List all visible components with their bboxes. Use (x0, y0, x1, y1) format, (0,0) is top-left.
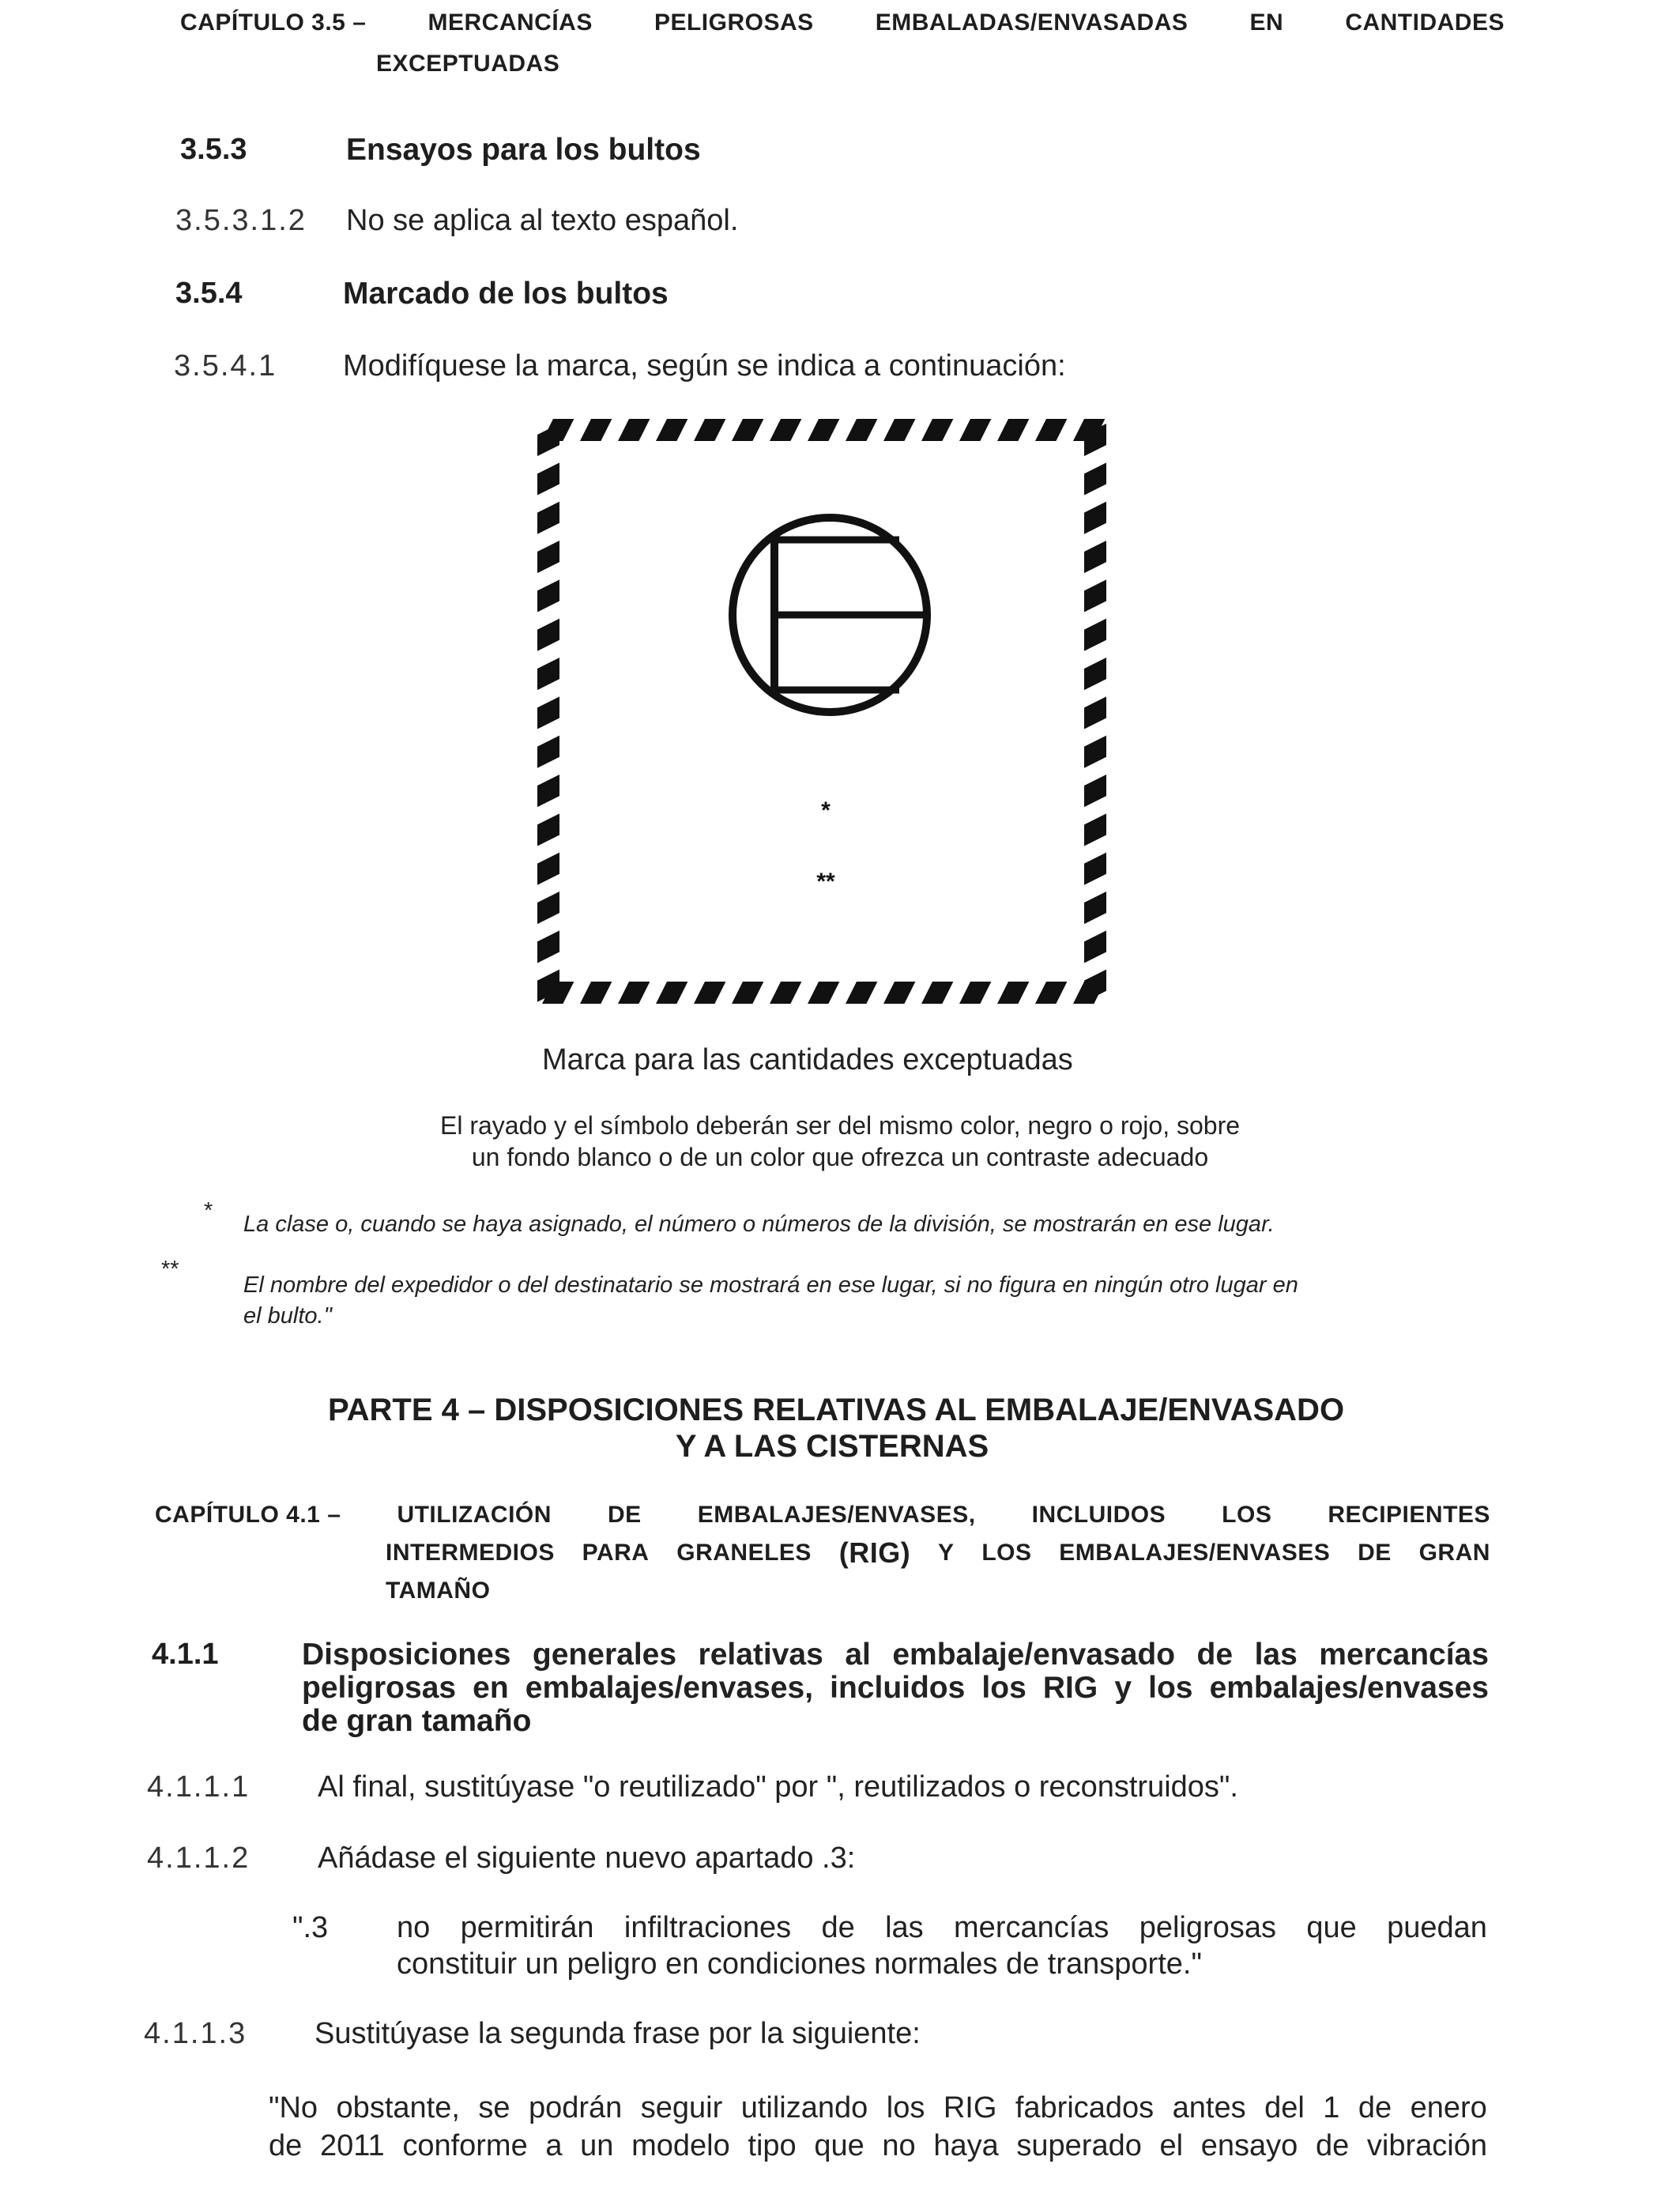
quote-word: 2011 (319, 2129, 385, 2162)
heading-word: EMBALAJES/ENVASES (1059, 1540, 1331, 1566)
title-word: las (1254, 1638, 1298, 1672)
footnote-text: el bulto." (243, 1303, 332, 1329)
title-word: al (845, 1638, 871, 1672)
border-stripe (537, 930, 559, 963)
border-stripe (921, 982, 953, 1004)
border-stripe (1035, 419, 1067, 441)
quote-word: fabricados (1015, 2091, 1155, 2124)
quote-word: de (1358, 2091, 1392, 2124)
chapter-label: CAPÍTULO 4.1 – (155, 1502, 341, 1528)
heading-word: DE (1358, 1540, 1392, 1566)
section-number: 4.1.1 (152, 1638, 219, 1671)
heading-word: LOS (981, 1540, 1032, 1566)
footnote-text: La clase o, cuando se haya asignado, el número o números de la división, se mostrarán en ese lugar. (243, 1212, 1275, 1237)
title-word: generales (532, 1638, 677, 1672)
paragraph-number: 4.1.1.3 (144, 2017, 247, 2050)
chapter-3-5-heading-line1 (180, 9, 1505, 36)
border-stripe (846, 419, 877, 441)
border-stripe (537, 736, 559, 768)
item-word: que (1306, 1911, 1357, 1944)
border-stripe (1084, 462, 1106, 495)
paragraph-number: 3.5.4.1 (174, 349, 277, 383)
quote-word: de (1315, 2129, 1350, 2162)
border-stripe (1084, 892, 1106, 924)
border-stripe (770, 982, 801, 1004)
title-word: los (981, 1671, 1026, 1705)
section-title: Ensayos para los bultos (346, 133, 701, 167)
heading-word: PARA (582, 1540, 650, 1566)
quote-word: se (478, 2091, 510, 2124)
border-stripe (580, 419, 612, 441)
consignor-placeholder-asterisks: ** (816, 869, 835, 895)
item-word: permitirán (460, 1911, 594, 1944)
part-title-line: Y A LAS CISTERNAS (675, 1429, 989, 1464)
paragraph-number: 3.5.3.1.2 (175, 204, 307, 237)
chapter-4-1-heading-line1 (155, 1502, 1490, 1529)
border-stripe (883, 982, 915, 1004)
border-stripe (537, 619, 559, 651)
border-stripe (537, 892, 559, 924)
quote-word: tipo (748, 2129, 797, 2162)
chapter-label: CAPÍTULO 3.5 – (180, 9, 367, 36)
border-stripe (537, 775, 559, 807)
chapter-3-5-heading-line2: EXCEPTUADAS (376, 51, 560, 77)
title-word: RIG (1042, 1671, 1098, 1705)
quote-word: que (814, 2129, 864, 2162)
border-stripe (808, 419, 839, 441)
section-number: 3.5.3 (180, 133, 247, 166)
quote-word: no (882, 2129, 916, 2162)
excepted-quantities-mark (522, 407, 1122, 1016)
heading-word: EMBALADAS/ENVASADAS (875, 9, 1188, 36)
quote-word: un (580, 2129, 614, 2162)
quote-line (269, 2129, 1487, 2163)
heading-word: LOS (1222, 1502, 1272, 1528)
item-word: peligrosas (1139, 1911, 1276, 1944)
quote-word: utilizando (740, 2091, 868, 2124)
border-stripe (997, 419, 1029, 441)
heading-word: CANTIDADES (1345, 9, 1505, 36)
quote-word: enero (1410, 2091, 1487, 2124)
section-title: Marcado de los bultos (343, 277, 669, 311)
mark-caption: Marca para las cantidades exceptuadas (542, 1043, 1073, 1076)
border-stripe (694, 982, 725, 1004)
border-stripe (1084, 930, 1106, 963)
part-title-line: PARTE 4 – DISPOSICIONES RELATIVAS AL EMBALAJE/ENVASADO (327, 1393, 1345, 1427)
border-stripe (537, 502, 559, 534)
quote-word: obstante, (336, 2091, 460, 2124)
quote-word: el (1159, 2129, 1184, 2162)
paragraph-number: 4.1.1.2 (147, 1842, 250, 1875)
heading-word: INCLUIDOS (1031, 1502, 1166, 1528)
border-stripe (883, 419, 915, 441)
border-stripe (1084, 736, 1106, 768)
border-stripe (618, 419, 650, 441)
quote-word: los (886, 2091, 925, 2124)
quote-word: podrán (528, 2091, 623, 2124)
border-stripe (1084, 579, 1106, 612)
title-word: incluidos (830, 1671, 966, 1705)
paragraph-text: Modifíquese la marca, según se indica a continuación: (343, 349, 1066, 383)
border-stripe (537, 579, 559, 612)
border-stripe (1035, 982, 1067, 1004)
border-stripe (921, 419, 953, 441)
heading-word: UTILIZACIÓN (397, 1502, 552, 1528)
title-word: peligrosas (302, 1671, 457, 1705)
quote-word: seguir (640, 2091, 723, 2124)
quote-word: conforme (402, 2129, 528, 2162)
border-stripe (770, 419, 801, 441)
quote-word: haya (933, 2129, 999, 2162)
quote-word: modelo (631, 2129, 730, 2162)
border-stripe (537, 696, 559, 729)
title-word: embalajes/envases (1209, 1671, 1489, 1705)
border-stripe (1084, 775, 1106, 807)
border-stripe (1084, 541, 1106, 573)
title-word: embalaje/envasado (892, 1638, 1176, 1672)
item-word: infiltraciones (623, 1911, 792, 1944)
border-stripe (1084, 813, 1106, 846)
border-stripe (959, 982, 991, 1004)
border-stripe (1084, 502, 1106, 534)
heading-word: INTERMEDIOS (386, 1540, 555, 1566)
heading-word: RECIPIENTES (1328, 1502, 1490, 1528)
item-marker: ".3 (292, 1911, 329, 1944)
mark-note-line: un fondo blanco o de un color que ofrezca un contraste adecuado (471, 1143, 1209, 1171)
heading-word: (RIG) (838, 1536, 911, 1569)
border-stripe (732, 419, 763, 441)
border-stripe (537, 462, 559, 495)
border-stripe (618, 982, 650, 1004)
quote-word: "No (269, 2091, 318, 2124)
quote-word: de (269, 2129, 303, 2162)
border-stripe (694, 419, 725, 441)
heading-word: PELIGROSAS (654, 9, 814, 36)
quote-word: 1 (1323, 2091, 1340, 2124)
class-placeholder-asterisk: * (821, 797, 831, 824)
border-stripe (808, 982, 839, 1004)
quote-word: ensayo (1200, 2129, 1298, 2162)
title-word: y (1114, 1671, 1132, 1705)
title-word: en (473, 1671, 509, 1705)
title-word: de (1196, 1638, 1234, 1672)
quote-word: antes (1172, 2091, 1246, 2124)
border-stripe (580, 982, 612, 1004)
heading-word: GRAN (1418, 1540, 1490, 1566)
item-word: mercancías (954, 1911, 1109, 1944)
border-stripe (732, 982, 763, 1004)
border-stripe (537, 813, 559, 846)
excepted-quantity-symbol-icon (733, 518, 927, 712)
section-title-line (302, 1638, 1489, 1672)
quote-word: a (545, 2129, 563, 2162)
heading-word: EMBALAJES/ENVASES, (697, 1502, 976, 1528)
heading-word: EN (1249, 9, 1284, 36)
footnote-text: El nombre del expedidor o del destinatario se mostrará en ese lugar, si no figura en ningún otro lugar en (243, 1272, 1298, 1298)
section-title-line: de gran tamaño (302, 1704, 532, 1738)
paragraph-text: Añádase el siguiente nuevo apartado .3: (318, 1842, 856, 1875)
section-number: 3.5.4 (175, 277, 243, 310)
paragraph-text: No se aplica al texto español. (346, 204, 739, 237)
quote-word: superado (1016, 2129, 1142, 2162)
title-word: los (1148, 1671, 1193, 1705)
item-text-line: constituir un peligro en condiciones normales de transporte." (397, 1947, 1202, 1981)
heading-word: MERCANCÍAS (428, 9, 593, 36)
border-stripe (846, 982, 877, 1004)
border-stripe (1084, 619, 1106, 651)
item-text-line (397, 1911, 1487, 1945)
heading-word: DE (607, 1502, 642, 1528)
quote-word: vibración (1366, 2129, 1487, 2162)
quote-word: RIG (943, 2091, 997, 2124)
border-stripe (656, 982, 687, 1004)
title-word: embalajes/envases, (525, 1671, 814, 1705)
quote-line (269, 2091, 1487, 2125)
title-word: Disposiciones (302, 1638, 511, 1672)
item-word: de (821, 1911, 855, 1944)
mark-note-line: El rayado y el símbolo deberán ser del mismo color, negro o rojo, sobre (439, 1111, 1241, 1140)
paragraph-text: Sustitúyase la segunda frase por la siguiente: (315, 2017, 921, 2050)
title-word: relativas (698, 1638, 823, 1672)
border-stripe (959, 419, 991, 441)
border-stripe (537, 658, 559, 690)
title-word: mercancías (1319, 1638, 1489, 1672)
footnote-marker: ** (161, 1257, 179, 1282)
heading-word: GRANELES (676, 1540, 812, 1566)
section-title-line (302, 1671, 1489, 1705)
item-word: no (397, 1911, 431, 1944)
item-word: las (885, 1911, 924, 1944)
chapter-4-1-heading-line2 (386, 1536, 1490, 1570)
border-stripe (537, 853, 559, 885)
footnote-marker: * (204, 1198, 213, 1223)
heading-word: Y (938, 1540, 955, 1566)
border-stripe (656, 419, 687, 441)
border-stripe (1084, 853, 1106, 885)
paragraph-number: 4.1.1.1 (147, 1770, 250, 1804)
border-stripe (1084, 696, 1106, 729)
chapter-4-1-heading-line3: TAMAÑO (386, 1578, 491, 1604)
item-word: puedan (1387, 1911, 1487, 1944)
paragraph-text: Al final, sustitúyase "o reutilizado" por ", reutilizados o reconstruidos". (318, 1770, 1238, 1804)
border-stripe (997, 982, 1029, 1004)
border-stripe (537, 541, 559, 573)
border-stripe (1084, 658, 1106, 690)
quote-word: del (1264, 2091, 1305, 2124)
